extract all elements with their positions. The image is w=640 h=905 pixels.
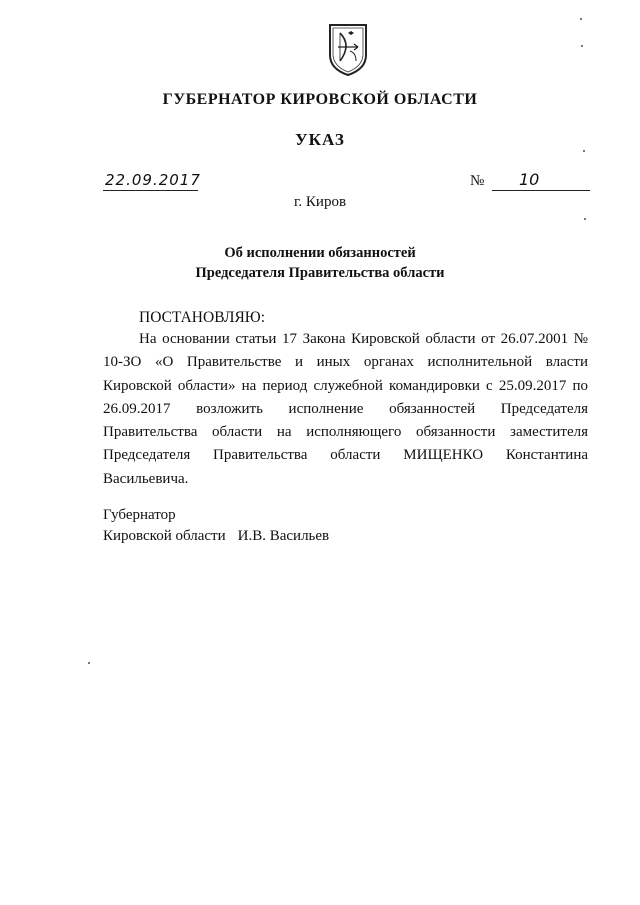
signer-region: Кировской области [103,528,226,544]
signature-block [103,505,329,547]
scan-speck [580,18,582,20]
signer-title-line-1: Губернатор [103,507,176,523]
signer-name: И.В. Васильев [237,528,330,544]
document-type: УКАЗ [295,130,345,149]
scan-speck [584,218,586,220]
scan-speck [581,45,583,47]
subject-line-2: Председателя Правительства области [195,265,445,281]
number-underline [492,190,590,191]
scan-speck [88,662,90,664]
issuer-title: ГУБЕРНАТОР КИРОВСКОЙ ОБЛАСТИ [162,91,478,108]
decree-word: ПОСТАНОВЛЯЮ: [139,309,266,326]
scan-speck [583,150,585,152]
body-paragraph: На основании статьи 17 Закона Кировской области от 26.07.2001 № 10-ЗО «О Правительстве и иных органах исполнительной власти Кировской области» на период служебной командировки с 25.09.2017 по 26.09.2017 возложить исполнение обязанностей Председателя Правительства области на исполняющего обязанности заместителя Председателя Правительства области МИЩЕНКО Константина Васильевича. [103,331,588,487]
signer-title-line-2 [103,526,329,547]
subject-line-1: Об исполнении обязанностей [224,245,416,261]
issue-city: г. Киров [293,194,347,210]
number-label: № [470,173,485,189]
document-date: 22.09.2017 [105,171,201,189]
coat-of-arms-icon [326,21,370,77]
document-number: 10 [519,170,540,189]
date-underline [103,190,198,191]
document-subject [0,243,640,283]
